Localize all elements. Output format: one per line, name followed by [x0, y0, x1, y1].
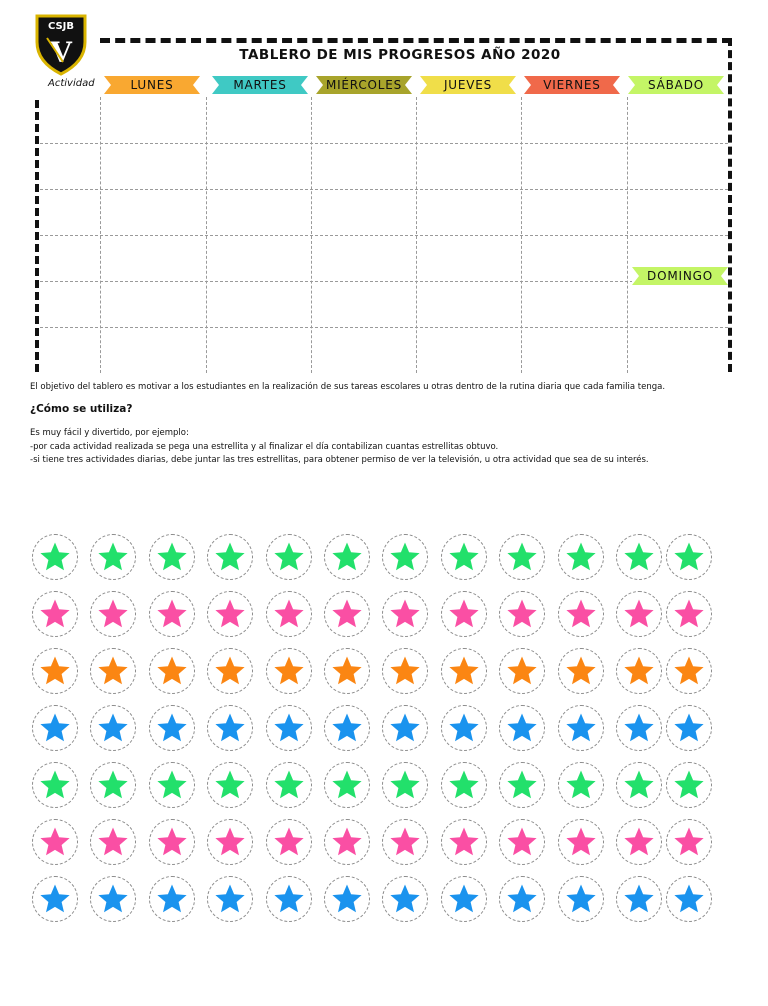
grid-row-divider: [40, 235, 728, 236]
star-sticker: [441, 534, 487, 580]
star-icon: [156, 541, 188, 573]
board-title: TABLERO DE MIS PROGRESOS AÑO 2020: [239, 47, 561, 63]
star-sticker: [382, 762, 428, 808]
star-sticker: [616, 762, 662, 808]
star-sticker: [32, 762, 78, 808]
tab-viernes: VIERNES: [524, 76, 620, 94]
star-icon: [39, 883, 71, 915]
star-icon: [214, 712, 246, 744]
star-sticker: [382, 705, 428, 751]
star-sticker: [558, 534, 604, 580]
star-sticker: [499, 819, 545, 865]
star-icon: [389, 655, 421, 687]
star-sticker: [382, 534, 428, 580]
star-sticker: [149, 591, 195, 637]
star-sticker: [207, 534, 253, 580]
star-sticker: [324, 705, 370, 751]
star-sticker: [558, 819, 604, 865]
star-icon: [156, 655, 188, 687]
star-icon: [389, 826, 421, 858]
logo-text: CSJB: [47, 21, 75, 32]
star-icon: [214, 883, 246, 915]
star-sticker: [616, 648, 662, 694]
star-sticker: [558, 762, 604, 808]
star-sticker: [666, 762, 712, 808]
star-sticker: [266, 876, 312, 922]
star-icon: [331, 598, 363, 630]
board-border-left: [35, 100, 39, 372]
star-icon: [97, 826, 129, 858]
star-icon: [39, 598, 71, 630]
star-sticker: [324, 591, 370, 637]
star-sticker: [616, 705, 662, 751]
star-icon: [331, 883, 363, 915]
star-sticker: [558, 705, 604, 751]
grid-row-divider: [40, 281, 728, 282]
star-icon: [565, 826, 597, 858]
tab-martes: MARTES: [212, 76, 308, 94]
star-icon: [448, 655, 480, 687]
star-sticker: [90, 534, 136, 580]
star-sticker: [90, 705, 136, 751]
intro-text: Es muy fácil y divertido, por ejemplo:: [30, 428, 189, 438]
star-icon: [39, 826, 71, 858]
star-sticker: [266, 762, 312, 808]
star-icon: [565, 541, 597, 573]
star-icon: [673, 541, 705, 573]
star-icon: [389, 598, 421, 630]
star-sticker: [666, 819, 712, 865]
star-sticker: [382, 648, 428, 694]
star-sticker: [558, 591, 604, 637]
star-icon: [506, 826, 538, 858]
star-icon: [448, 826, 480, 858]
star-sticker: [90, 876, 136, 922]
star-icon: [448, 883, 480, 915]
star-icon: [565, 712, 597, 744]
star-icon: [623, 712, 655, 744]
star-icon: [506, 769, 538, 801]
star-icon: [156, 769, 188, 801]
star-icon: [331, 826, 363, 858]
star-icon: [214, 541, 246, 573]
star-sticker: [324, 876, 370, 922]
star-sticker: [149, 648, 195, 694]
star-icon: [565, 769, 597, 801]
star-sticker: [32, 705, 78, 751]
star-icon: [273, 541, 305, 573]
star-sticker: [32, 648, 78, 694]
star-icon: [214, 769, 246, 801]
star-sticker: [90, 819, 136, 865]
star-sticker: [616, 876, 662, 922]
star-sticker: [666, 876, 712, 922]
star-sticker: [207, 876, 253, 922]
star-sticker: [499, 648, 545, 694]
grid-row-divider: [40, 189, 728, 190]
star-sticker: [441, 876, 487, 922]
instruction-2: -si tiene tres actividades diarias, debe juntar las tres estrellitas, para obtener permiso de ver la televisión, u otra actividad que sea de su interés.: [30, 455, 649, 465]
star-icon: [273, 598, 305, 630]
star-sticker: [32, 876, 78, 922]
star-sticker: [149, 705, 195, 751]
board-border-right: [728, 38, 732, 372]
star-icon: [448, 541, 480, 573]
star-icon: [506, 712, 538, 744]
star-sticker: [499, 591, 545, 637]
star-sticker: [616, 591, 662, 637]
star-sticker: [90, 591, 136, 637]
star-icon: [39, 541, 71, 573]
star-icon: [623, 883, 655, 915]
star-icon: [273, 655, 305, 687]
star-icon: [273, 712, 305, 744]
grid-row-divider: [40, 143, 728, 144]
star-icon: [673, 883, 705, 915]
star-sticker: [382, 591, 428, 637]
star-sticker: [32, 819, 78, 865]
star-icon: [156, 598, 188, 630]
star-icon: [97, 883, 129, 915]
star-sticker: [90, 762, 136, 808]
star-icon: [673, 769, 705, 801]
star-icon: [156, 826, 188, 858]
star-icon: [273, 769, 305, 801]
star-sticker: [149, 534, 195, 580]
star-sticker: [149, 876, 195, 922]
star-sticker: [499, 705, 545, 751]
star-icon: [389, 769, 421, 801]
star-sticker: [499, 534, 545, 580]
tab-jueves: JUEVES: [420, 76, 516, 94]
star-icon: [673, 826, 705, 858]
star-sticker: [558, 876, 604, 922]
star-icon: [389, 883, 421, 915]
star-icon: [623, 826, 655, 858]
star-icon: [97, 541, 129, 573]
star-sticker: [666, 591, 712, 637]
star-icon: [331, 712, 363, 744]
star-sticker: [616, 819, 662, 865]
star-icon: [214, 826, 246, 858]
star-icon: [506, 598, 538, 630]
star-icon: [97, 598, 129, 630]
star-icon: [331, 769, 363, 801]
star-icon: [39, 769, 71, 801]
star-sticker: [499, 762, 545, 808]
star-icon: [623, 541, 655, 573]
star-sticker: [666, 534, 712, 580]
star-icon: [156, 883, 188, 915]
star-icon: [331, 655, 363, 687]
star-sticker: [266, 819, 312, 865]
star-sticker: [616, 534, 662, 580]
star-icon: [565, 598, 597, 630]
board-border-top: [100, 38, 732, 43]
star-sticker: [207, 591, 253, 637]
star-icon: [673, 655, 705, 687]
star-icon: [331, 541, 363, 573]
star-sticker: [441, 762, 487, 808]
objective-text: El objetivo del tablero es motivar a los estudiantes en la realización de sus tareas escolares u otras dentro de la rutina diaria que cada familia tenga.: [30, 382, 666, 392]
school-logo: [33, 12, 89, 76]
instruction-1: -por cada actividad realizada se pega una estrellita y al finalizar el día contabilizan cuantas estrellitas obtuvo.: [30, 442, 499, 452]
star-icon: [623, 655, 655, 687]
grid-row-divider: [40, 327, 728, 328]
logo-letter: V: [50, 36, 72, 69]
star-icon: [448, 712, 480, 744]
star-sticker: [266, 534, 312, 580]
star-sticker: [324, 762, 370, 808]
star-icon: [273, 826, 305, 858]
tab-sabado: SÁBADO: [628, 76, 724, 94]
star-icon: [448, 769, 480, 801]
activity-label: Actividad: [48, 78, 95, 89]
star-sticker: [207, 762, 253, 808]
star-icon: [389, 541, 421, 573]
star-sticker: [441, 819, 487, 865]
star-sticker: [324, 648, 370, 694]
star-icon: [623, 769, 655, 801]
star-sticker: [266, 591, 312, 637]
how-to-heading: ¿Cómo se utiliza?: [30, 403, 133, 415]
star-icon: [389, 712, 421, 744]
star-sticker: [149, 762, 195, 808]
star-icon: [673, 712, 705, 744]
star-icon: [39, 655, 71, 687]
star-sticker: [441, 591, 487, 637]
star-sticker: [32, 534, 78, 580]
star-icon: [97, 769, 129, 801]
star-sticker: [382, 876, 428, 922]
star-icon: [506, 883, 538, 915]
star-sticker: [666, 705, 712, 751]
tab-lunes: LUNES: [104, 76, 200, 94]
star-sticker: [499, 876, 545, 922]
star-sticker: [266, 648, 312, 694]
star-icon: [97, 712, 129, 744]
star-icon: [156, 712, 188, 744]
star-icon: [273, 883, 305, 915]
star-icon: [39, 712, 71, 744]
star-icon: [673, 598, 705, 630]
star-icon: [97, 655, 129, 687]
star-icon: [623, 598, 655, 630]
star-icon: [506, 655, 538, 687]
star-sticker: [441, 705, 487, 751]
star-sticker: [324, 819, 370, 865]
star-sticker: [266, 705, 312, 751]
star-icon: [448, 598, 480, 630]
star-sticker: [558, 648, 604, 694]
star-sticker: [324, 534, 370, 580]
star-icon: [214, 598, 246, 630]
tab-miercoles: MIÉRCOLES: [316, 76, 412, 94]
star-sticker: [32, 591, 78, 637]
star-sticker: [149, 819, 195, 865]
star-icon: [565, 883, 597, 915]
star-icon: [565, 655, 597, 687]
tab-domingo: DOMINGO: [632, 267, 728, 285]
star-sticker: [207, 819, 253, 865]
star-icon: [506, 541, 538, 573]
star-sticker: [207, 648, 253, 694]
star-sticker: [666, 648, 712, 694]
star-icon: [214, 655, 246, 687]
progress-grid: [40, 97, 728, 373]
star-sticker: [207, 705, 253, 751]
star-sticker: [441, 648, 487, 694]
star-sticker: [90, 648, 136, 694]
star-sticker: [382, 819, 428, 865]
